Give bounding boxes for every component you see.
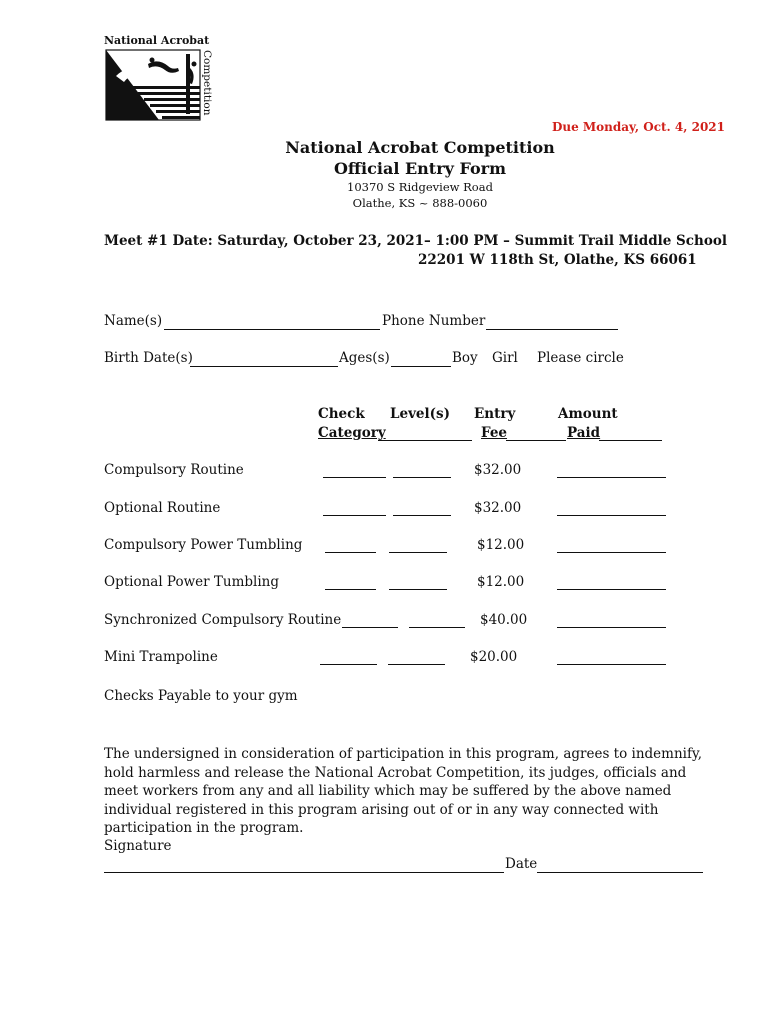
- check-input[interactable]: [323, 515, 386, 516]
- header-underline-2: [506, 440, 566, 441]
- header-check: Check: [318, 406, 365, 422]
- logo: [104, 34, 216, 122]
- form-subtitle: Official Entry Form: [333, 159, 506, 178]
- row-name-optional-power-tumbling: Optional Power Tumbling: [104, 574, 279, 590]
- row-name-synchronized-compulsory-routine: Synchronized Compulsory Routine: [104, 612, 342, 628]
- row-fee: $40.00: [480, 612, 528, 628]
- checks-payable-note: Checks Payable to your gym: [104, 688, 298, 704]
- header-amount: Amount: [558, 406, 618, 422]
- row-name-optional-routine: Optional Routine: [104, 500, 221, 516]
- check-input[interactable]: [342, 627, 398, 628]
- boy-option[interactable]: Boy: [452, 350, 478, 366]
- date-input[interactable]: [537, 872, 703, 873]
- header-category: Category: [318, 425, 386, 441]
- check-input[interactable]: [320, 664, 377, 665]
- row-fee: $12.00: [477, 537, 525, 553]
- row-fee: $20.00: [470, 649, 518, 665]
- row-fee: $32.00: [474, 462, 522, 478]
- ages-label: Ages(s): [339, 350, 390, 366]
- amount-paid-input[interactable]: [557, 589, 666, 590]
- check-input[interactable]: [325, 552, 376, 553]
- level-input[interactable]: [388, 664, 445, 665]
- amount-paid-input[interactable]: [557, 477, 666, 478]
- amount-paid-input[interactable]: [557, 515, 666, 516]
- names-input[interactable]: [164, 329, 380, 330]
- level-input[interactable]: [393, 477, 451, 478]
- logo-top-text: National Acrobat: [104, 34, 210, 47]
- phone-label: Phone Number: [382, 313, 486, 329]
- level-input[interactable]: [389, 552, 447, 553]
- birth-label: Birth Date(s): [104, 350, 193, 366]
- check-input[interactable]: [323, 477, 386, 478]
- meet-line2: 22201 W 118th St, Olathe, KS 66061: [418, 252, 697, 268]
- row-name-mini-trampoline: Mini Trampoline: [104, 649, 218, 665]
- due-date: Due Monday, Oct. 4, 2021: [551, 120, 725, 134]
- header-underline-3: [599, 440, 662, 441]
- amount-paid-input[interactable]: [557, 627, 666, 628]
- row-name-compulsory-power-tumbling: Compulsory Power Tumbling: [104, 537, 303, 553]
- header-fee: Fee: [481, 425, 508, 441]
- birth-input[interactable]: [190, 366, 338, 367]
- signature-input[interactable]: [104, 872, 504, 873]
- row-name-compulsory-routine: Compulsory Routine: [104, 462, 244, 478]
- acrobat-logo-icon: [104, 34, 216, 122]
- ages-input[interactable]: [391, 366, 451, 367]
- level-input[interactable]: [409, 627, 465, 628]
- logo-side-text: Competition: [201, 50, 213, 116]
- header-underline: [378, 440, 472, 441]
- check-input[interactable]: [325, 589, 376, 590]
- names-label: Name(s): [104, 313, 163, 329]
- header-paid: Paid: [567, 425, 601, 441]
- please-circle-note: Please circle: [537, 350, 624, 366]
- meet-line1: Meet #1 Date: Saturday, October 23, 2021– 1:00 PM – Summit Trail Middle School: [104, 233, 727, 249]
- row-fee: $12.00: [477, 574, 525, 590]
- address-line2: Olathe, KS ~ 888-0060: [352, 196, 488, 210]
- waiver-paragraph: The undersigned in consideration of participation in this program, agrees to indemnify, hold harmless and release the National Acrobat Competition, its judges, officials and meet workers from any and all liability which may be suffered by the above named individual registered in this program arising out of or in any way connected with participation in the program.: [104, 746, 703, 836]
- signature-label: Signature: [104, 838, 172, 854]
- row-fee: $32.00: [474, 500, 522, 516]
- address-line1: 10370 S Ridgeview Road: [347, 180, 493, 194]
- date-label: Date: [505, 856, 538, 872]
- header-entry: Entry: [474, 406, 516, 422]
- girl-option[interactable]: Girl: [492, 350, 518, 366]
- phone-input[interactable]: [486, 329, 618, 330]
- amount-paid-input[interactable]: [557, 664, 666, 665]
- level-input[interactable]: [389, 589, 447, 590]
- header-levels: Level(s): [390, 406, 451, 422]
- amount-paid-input[interactable]: [557, 552, 666, 553]
- level-input[interactable]: [393, 515, 451, 516]
- form-title: National Acrobat Competition: [285, 138, 555, 157]
